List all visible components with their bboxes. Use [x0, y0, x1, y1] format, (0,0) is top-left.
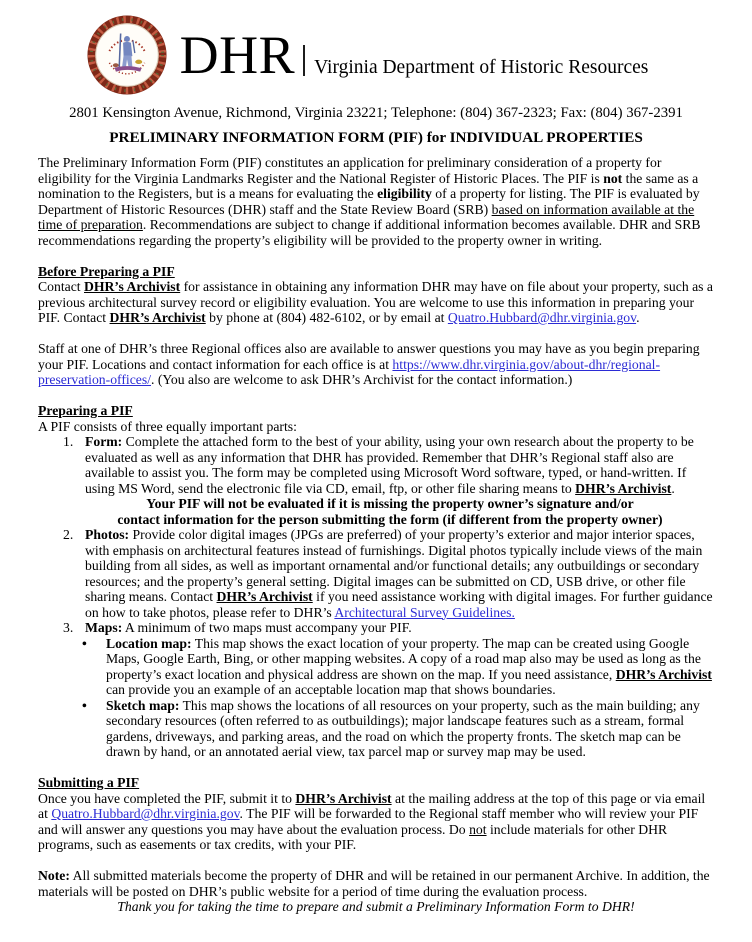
text-run: . — [671, 480, 675, 496]
text-run: of a property for listing. The PIF is evaluated by Department of Historic Resources (DHR) staff and the State Review Board (SRB) — [38, 186, 700, 217]
text-run: Sketch map: — [106, 697, 180, 713]
text-run: Location map: — [106, 635, 192, 651]
list-item-text — [85, 434, 694, 496]
section-heading: Submitting a PIF — [38, 775, 140, 790]
brand-acronym: DHR — [179, 24, 296, 85]
text-run: Maps: — [85, 620, 123, 635]
text-run: based on information available at the time of preparation — [38, 201, 695, 232]
list-number: 2. — [63, 527, 74, 542]
text-run: at the mailing address at the top of this page or via email at — [38, 790, 706, 821]
text-run: Provide color digital images (JPGs are preferred) of your property’s exterior and major interior spaces, with emphasis on architectural features instead of furnishings. Digital photos typically include views of the main building from all sides, as well as important ornamental and/or functional details; any outbuildings or secondary resources; and the property’s general setting. Digital images can be submitted on CD, USB drive, or other file sharing means. Contact — [85, 527, 703, 604]
text-run: DHR’s Archivist — [615, 666, 712, 682]
text-run: not — [603, 170, 623, 186]
section-heading: Before Preparing a PIF — [38, 263, 175, 279]
virginia-state-seal-icon — [86, 14, 168, 96]
document-body — [38, 155, 714, 915]
text-run: DHR’s Archivist — [84, 279, 181, 294]
text-run: DHR’s Archivist — [295, 790, 392, 806]
text-run: Form: — [85, 434, 123, 449]
section-heading: Preparing a PIF — [38, 403, 133, 418]
text-run: . Recommendations are subject to change if additional information becomes available. DHR and SRB recommendations regarding the property’s eligibility will be provided to the property owner in writing. — [38, 217, 701, 248]
bullet-item — [38, 636, 714, 698]
text-run: . (You also are welcome to ask DHR’s Archivist for the contact information.) — [151, 372, 573, 387]
list-number: 3. — [63, 620, 74, 635]
text-run: if you need assistance working with digital images. For further guidance on how to take photos, please refer to DHR’s — [85, 589, 713, 620]
paragraph — [38, 419, 714, 435]
letterhead — [20, 14, 714, 96]
list-number: 1. — [63, 434, 74, 449]
link[interactable]: Architectural Survey Guidelines. — [334, 604, 515, 620]
paragraph — [38, 868, 714, 899]
text-run: include materials for other DHR programs, such as easements or tax credits, with your PIF. — [38, 821, 668, 852]
page-title: PRELIMINARY INFORMATION FORM (PIF) for INDIVIDUAL PROPERTIES — [109, 129, 643, 146]
text-run: A minimum of two maps must accompany your PIF. — [122, 620, 412, 635]
text-run: A PIF consists of three equally important parts: — [38, 418, 297, 434]
text-run: DHR’s Archivist — [216, 589, 313, 604]
link[interactable]: Quatro.Hubbard@dhr.virginia.gov — [51, 806, 240, 821]
centered-warning — [38, 496, 714, 527]
text-run: . — [636, 310, 640, 325]
numbered-item — [38, 527, 714, 620]
brand-divider — [303, 45, 305, 76]
bullet-icon: • — [82, 697, 87, 713]
list-item-text — [106, 698, 700, 760]
text-run: Complete the attached form to the best of your ability, using your own research about the property to be evaluated as well as any information that DHR has provided. Remember that DHR’s Regional staff also are available to assist you. The form may be completed using Microsoft Word software, typed, or hand-written. If using MS Word, send the electronic file via CD, email, ftp, or other file sharing means to — [85, 434, 694, 496]
text-run: Staff at one of DHR’s three Regional offices also are available to answer questions you may have as you begin preparing your PIF. Locations and contact information for each office is at — [38, 341, 700, 372]
paragraph — [38, 155, 714, 248]
numbered-item — [38, 434, 714, 496]
text-run: can provide you an example of an acceptable location map that shows boundaries. — [106, 682, 556, 697]
text-run: The Preliminary Information Form (PIF) constitutes an application for preliminary consideration of a property for eligibility for the Virginia Landmarks Register and the National Register of Historic Places. The PIF is — [38, 155, 662, 186]
link[interactable]: Quatro.Hubbard@dhr.virginia.gov — [447, 310, 637, 325]
paragraph — [38, 279, 714, 326]
text-run: not — [469, 821, 487, 837]
text-run: . The PIF will be forwarded to the Regional staff member who will review your PIF and will answer any questions you may have about the evaluation process. Do — [38, 806, 699, 837]
text-run: the same as a nomination to the Registers, but is a means for evaluating the — [38, 170, 699, 201]
agency-address-line: 2801 Kensington Avenue, Richmond, Virginia 23221; Telephone: (804) 367-2323; Fax: (804) 367-2391 — [69, 105, 683, 121]
warning-line: contact information for the person submitting the form (if different from the property owner) — [117, 511, 663, 527]
text-run: This map shows the locations of all resources on your property, such as the main building; any secondary resources (often referred to as outbuildings); major landscape features such as a stream, formal gardens, driveways, and parking areas, and the road on which the property fronts. The sketch map can be drawn by hand, or an annotated aerial view, tax parcel map or survey map may be used. — [106, 697, 700, 759]
brand-lockup — [179, 24, 649, 85]
text-run: for assistance in obtaining any information DHR may have on file about your property, such as a previous architectural survey record or eligibility evaluation. You are welcome to use this information in preparing your PIF. Contact — [38, 279, 713, 325]
text-run: Once you have completed the PIF, submit it to — [38, 790, 296, 806]
list-item-text — [106, 636, 712, 698]
closing-line: Thank you for taking the time to prepare and submit a Preliminary Information Form to DHR! — [117, 899, 635, 914]
text-run: Note: — [38, 868, 70, 883]
text-run: All submitted materials become the property of DHR and will be retained in our permanent Archive. In addition, the materials will be posted on DHR’s public website for a period of time during the evaluation process. — [38, 868, 710, 899]
bullet-item — [38, 698, 714, 760]
numbered-item — [38, 620, 714, 636]
link[interactable]: https://www.dhr.virginia.gov/about-dhr/regional-preservation-offices/ — [38, 356, 661, 387]
paragraph — [38, 341, 714, 388]
text-run: This map shows the exact location of your property. The map can be created using Google Maps, Google Earth, Bing, or other mapping websites. A copy of a road map also may be used as long as the property’s exact location and physical address are shown on the map. If you need assistance, — [106, 635, 701, 682]
text-run: eligibility — [377, 186, 432, 201]
brand-name: Virginia Department of Historic Resources — [314, 56, 649, 78]
warning-line: Your PIF will not be evaluated if it is missing the property owner’s signature and/or — [146, 496, 634, 511]
list-item-text — [85, 620, 412, 635]
text-run: DHR’s Archivist — [109, 310, 206, 325]
bullet-icon: • — [82, 635, 87, 651]
text-run: by phone at (804) 482-6102, or by email at — [205, 310, 448, 325]
text-run: DHR’s Archivist — [575, 480, 672, 496]
text-run: Photos: — [85, 527, 130, 542]
list-item-text — [85, 527, 713, 620]
paragraph — [38, 791, 714, 853]
text-run: Contact — [38, 279, 84, 294]
